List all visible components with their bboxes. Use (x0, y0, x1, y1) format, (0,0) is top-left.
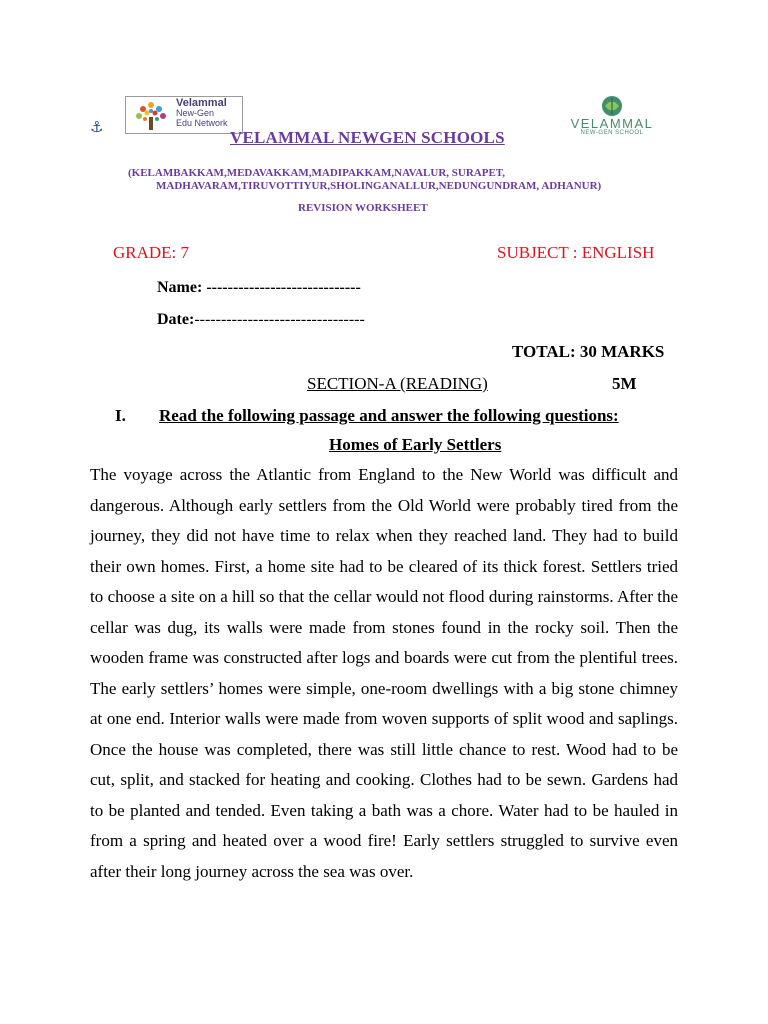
total-marks: TOTAL: 30 MARKS (512, 342, 665, 361)
section-marks: 5M (612, 374, 637, 393)
subject-label: SUBJECT : ENGLISH (497, 243, 655, 262)
date-label: Date: (157, 311, 195, 328)
logo-subtitle-2: Edu Network (176, 118, 228, 128)
school-name: VELAMMAL NEWGEN SCHOOLS (230, 128, 505, 147)
passage-text: The voyage across the Atlantic from England to the New World was difficult and dangerous. Although early settlers from the Old World were probably tired from the journey, they did not have time to relax when they reached land. They had to build their own homes. First, a home site had to be cleared of its thick forest. Settlers tried to choose a site on a hill so that the cellar would not flood during rainstorms. After the cellar was dug, its walls were made from stones found in the rocky soil. Then the wooden frame was constructed after logs and boards were cut from the plentiful trees. The early settlers’ homes were simple, one-room dwellings with a big stone chimney at one end. Interior walls were made from woven supports of split wood and saplings. Once the house was completed, there was still little chance to rest. Wood had to be cut, split, and stacked for heating and cooking. Clothes had to be sewn. Gardens had to be planted and tended. Even taking a bath was a chore. Water had to be hauled in from a spring and heated over a wood fire! Early settlers struggled to survive even after their long journey across the sea was over. (90, 465, 678, 881)
name-field: Name: ----------------------------- (157, 279, 361, 296)
velammal-edu-network-logo (125, 96, 243, 134)
reading-passage (90, 460, 678, 887)
tree-icon (129, 99, 173, 131)
logo-tagline: NEW-GEN SCHOOL (580, 130, 644, 136)
question-number: I. (115, 406, 126, 425)
anchor-icon: ⚓ (90, 118, 104, 136)
worksheet-title: REVISION WORKSHEET (298, 202, 428, 214)
velammal-newgen-logo (566, 95, 658, 135)
date-field (157, 311, 365, 329)
branches-line-2: MADHAVARAM,TIRUVOTTIYUR,SHOLINGANALLUR,NEDUNGUNDRAM, ADHANUR) (156, 180, 602, 192)
branches-line-1: (KELAMBAKKAM,MEDAVAKKAM,MADIPAKKAM,NAVALUR, SURAPET, (128, 167, 506, 179)
passage-title: Homes of Early Settlers (329, 435, 502, 454)
question-instruction: Read the following passage and answer the following questions: (159, 406, 619, 425)
grade-label: GRADE: 7 (113, 243, 190, 262)
section-title: SECTION-A (READING) (307, 374, 488, 393)
logo-name: VELAMMAL (570, 116, 654, 131)
logo-title: Velammal (176, 97, 227, 109)
globe-leaf-icon (598, 95, 626, 117)
date-blank: -------------------------------- (194, 311, 365, 328)
logo-subtitle: New-Gen (176, 108, 215, 118)
